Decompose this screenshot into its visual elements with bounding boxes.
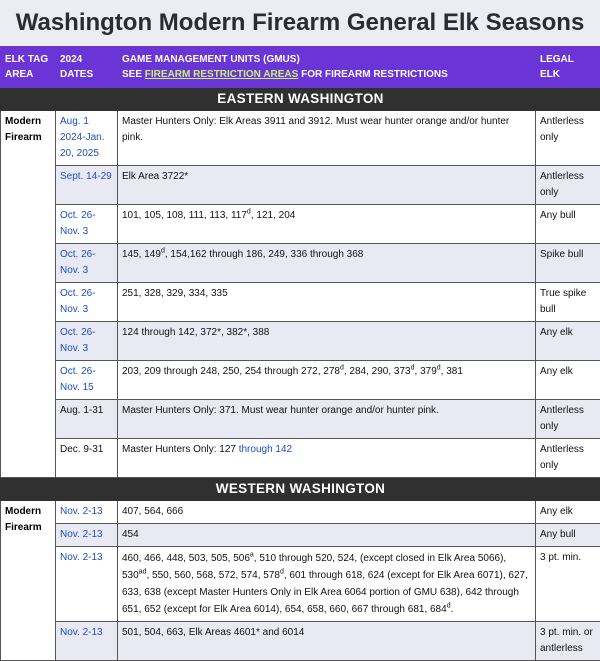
header-gmu-line2 bbox=[122, 67, 531, 82]
units-text: , 379 bbox=[415, 366, 437, 377]
header-gmu-line1: GAME MANAGEMENT UNITS (GMUS) bbox=[122, 52, 531, 67]
section-title-eastern: EASTERN WASHINGTON bbox=[1, 88, 600, 111]
section-row-eastern bbox=[1, 88, 600, 111]
legal-cell: Any elk bbox=[536, 501, 600, 524]
units-cell bbox=[118, 439, 536, 478]
legal-cell: Any bull bbox=[536, 205, 600, 244]
header-gmu-suffix: FOR FIREARM RESTRICTIONS bbox=[298, 69, 447, 80]
table-row bbox=[1, 361, 600, 400]
section-row-western bbox=[1, 478, 600, 501]
header-gmus bbox=[118, 47, 536, 88]
units-cell: Elk Area 3722* bbox=[118, 166, 536, 205]
units-cell: 501, 504, 663, Elk Areas 4601* and 6014 bbox=[118, 622, 536, 661]
tag-area-eastern: Modern Firearm bbox=[1, 111, 56, 478]
date-cell: Oct. 26-Nov. 15 bbox=[56, 361, 118, 400]
units-text-blue: through 142 bbox=[239, 444, 292, 455]
units-text: 145, 149 bbox=[122, 249, 161, 260]
units-cell: 124 through 142, 372*, 382*, 388 bbox=[118, 322, 536, 361]
units-text: Master Hunters Only: 127 bbox=[122, 444, 239, 455]
legal-cell: Antlerless only bbox=[536, 400, 600, 439]
date-cell: Nov. 2-13 bbox=[56, 524, 118, 547]
date-cell: Nov. 2-13 bbox=[56, 501, 118, 524]
date-cell: Oct. 26-Nov. 3 bbox=[56, 283, 118, 322]
units-sup: d bbox=[447, 603, 451, 610]
units-text: , 381 bbox=[441, 366, 463, 377]
table-row bbox=[1, 166, 600, 205]
date-cell: Oct. 26-Nov. 3 bbox=[56, 244, 118, 283]
table-row bbox=[1, 501, 600, 524]
units-text: , 121, 204 bbox=[251, 210, 295, 221]
legal-cell: Antlerless only bbox=[536, 166, 600, 205]
legal-cell: Any bull bbox=[536, 524, 600, 547]
units-text: , 601 through 618, 624 (except for Elk Area 6071), 627, 633, 638 (except Master Hunters Only in Elk Area 6064 portion of GMU 638), 642 through 651, 652 (except for Elk Area 6014), 654, 658, 660, 667 through 681, 684 bbox=[122, 570, 528, 615]
units-cell bbox=[118, 547, 536, 622]
table-row bbox=[1, 439, 600, 478]
units-text: , 550, 560, 568, 572, 574, 578 bbox=[146, 570, 279, 581]
units-text: . bbox=[451, 604, 454, 615]
table-row bbox=[1, 400, 600, 439]
units-sup: d bbox=[247, 209, 251, 216]
legal-cell: Antlerless only bbox=[536, 439, 600, 478]
units-sup: ad bbox=[139, 569, 147, 576]
legal-cell: Spike bull bbox=[536, 244, 600, 283]
date-cell: Aug. 1-31 bbox=[56, 400, 118, 439]
units-cell: 251, 328, 329, 334, 335 bbox=[118, 283, 536, 322]
legal-cell: Any elk bbox=[536, 361, 600, 400]
units-sup: d bbox=[437, 365, 441, 372]
legal-cell: True spike bull bbox=[536, 283, 600, 322]
units-text: , 284, 290, 373 bbox=[344, 366, 411, 377]
legal-cell: 3 pt. min. bbox=[536, 547, 600, 622]
units-cell bbox=[118, 244, 536, 283]
units-text: , 510 through 520, 524, (except closed in Elk Area 5066), 530 bbox=[122, 553, 506, 581]
date-cell: Aug. 1 2024-Jan. 20, 2025 bbox=[56, 111, 118, 166]
units-cell bbox=[118, 361, 536, 400]
table-row bbox=[1, 111, 600, 166]
date-cell: Dec. 9-31 bbox=[56, 439, 118, 478]
header-elk-tag-area: ELK TAG AREA bbox=[1, 47, 56, 88]
firearm-restriction-areas-link[interactable]: FIREARM RESTRICTION AREAS bbox=[145, 69, 299, 80]
units-cell: Master Hunters Only: Elk Areas 3911 and 3912. Must wear hunter orange and/or hunter pink. bbox=[118, 111, 536, 166]
legal-cell: 3 pt. min. or antlerless bbox=[536, 622, 600, 661]
units-cell: Master Hunters Only: 371. Must wear hunter orange and/or hunter pink. bbox=[118, 400, 536, 439]
units-cell: 454 bbox=[118, 524, 536, 547]
date-cell: Oct. 26-Nov. 3 bbox=[56, 322, 118, 361]
units-text: 460, 466, 448, 503, 505, 506 bbox=[122, 553, 250, 564]
units-sup: d bbox=[161, 248, 165, 255]
page-title: Washington Modern Firearm General Elk Seasons bbox=[0, 0, 600, 46]
table-row bbox=[1, 622, 600, 661]
header-dates: 2024 DATES bbox=[56, 47, 118, 88]
section-title-western: WESTERN WASHINGTON bbox=[1, 478, 600, 501]
legal-cell: Any elk bbox=[536, 322, 600, 361]
elk-seasons-table bbox=[0, 46, 600, 661]
units-cell: 407, 564, 666 bbox=[118, 501, 536, 524]
table-row bbox=[1, 244, 600, 283]
table-row bbox=[1, 547, 600, 622]
date-cell: Nov. 2-13 bbox=[56, 547, 118, 622]
legal-cell: Antlerless only bbox=[536, 111, 600, 166]
units-text: , 154,162 through 186, 249, 336 through 368 bbox=[165, 249, 364, 260]
units-sup: d bbox=[411, 365, 415, 372]
table-row bbox=[1, 283, 600, 322]
table-row bbox=[1, 322, 600, 361]
table-row bbox=[1, 524, 600, 547]
table-row bbox=[1, 205, 600, 244]
tag-area-western: Modern Firearm bbox=[1, 501, 56, 661]
units-sup: d bbox=[280, 569, 284, 576]
date-cell: Oct. 26-Nov. 3 bbox=[56, 205, 118, 244]
units-sup: a bbox=[250, 552, 254, 559]
date-cell: Nov. 2-13 bbox=[56, 622, 118, 661]
header-gmu-prefix: SEE bbox=[122, 69, 145, 80]
header-legal-elk: LEGAL ELK bbox=[536, 47, 600, 88]
units-text: 203, 209 through 248, 250, 254 through 272, 278 bbox=[122, 366, 340, 377]
table-header-row bbox=[1, 47, 600, 88]
units-cell bbox=[118, 205, 536, 244]
date-cell: Sept. 14-29 bbox=[56, 166, 118, 205]
units-text: 101, 105, 108, 111, 113, 117 bbox=[122, 210, 247, 221]
units-sup: d bbox=[340, 365, 344, 372]
